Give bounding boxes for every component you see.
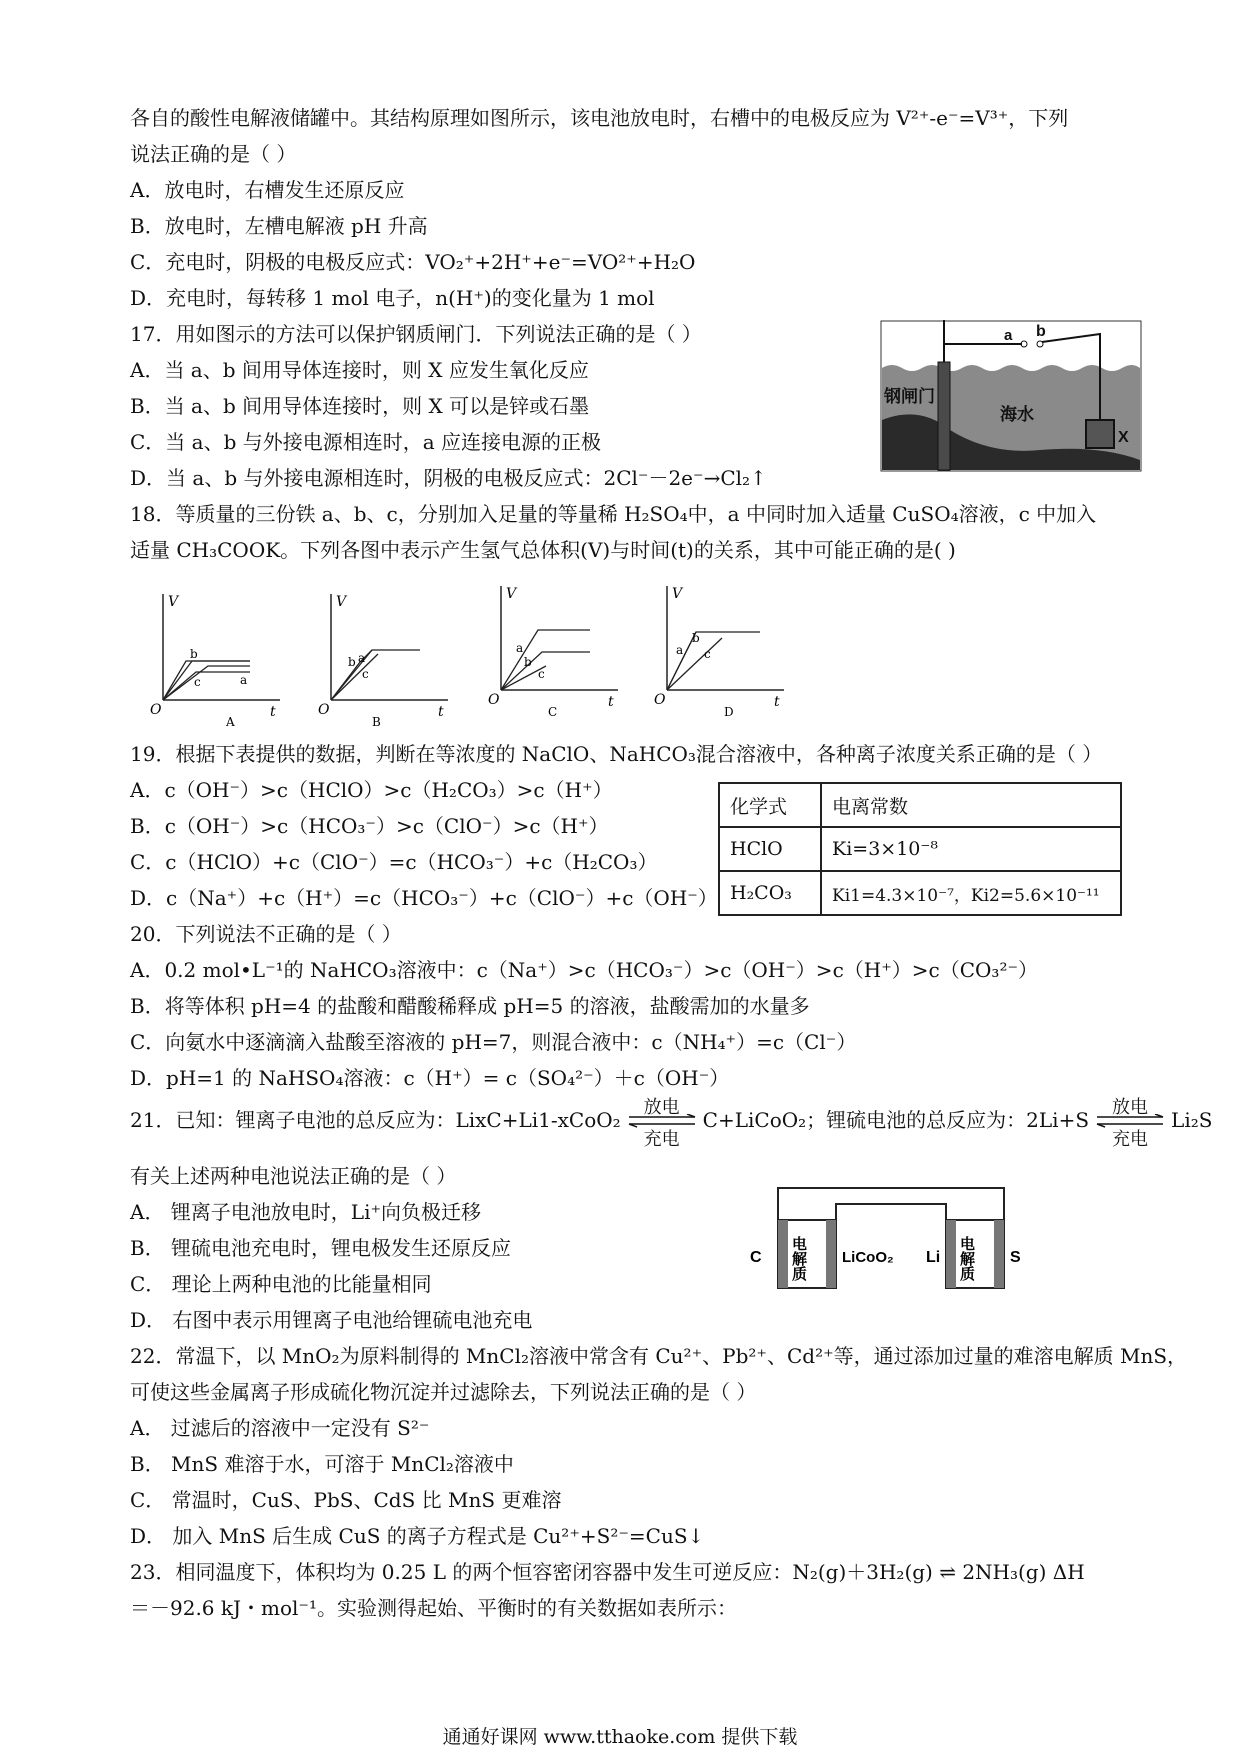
q20-option-c: C．向氨水中逐滴滴入盐酸至溶液的 pH=7，则混合液中：c（NH₄⁺）=c（Cl⁻） <box>130 1030 857 1054</box>
q21-electrolyte-right: 电解质 <box>958 1236 976 1281</box>
q18-graph-b <box>316 588 456 728</box>
q21-arrow-1-dn: 充电 <box>643 1128 680 1150</box>
q21-arrow-2-dn: 充电 <box>1112 1128 1149 1150</box>
q18c-label-a: a <box>516 641 524 655</box>
q22-line-2: 可使这些金属离子形成硫化物沉淀并过滤除去，下列说法正确的是（ ） <box>130 1380 757 1404</box>
q18c-caption: C <box>548 705 558 719</box>
q18b-label-a: a <box>358 651 366 665</box>
q19-table-r2c1: H₂CO₃ <box>719 871 821 915</box>
q20-stem: 20．下列说法不正确的是（ ） <box>130 922 402 946</box>
q19-ionization-table <box>718 782 1122 916</box>
q18b-axis-v: V <box>336 594 347 610</box>
q21-option-b: B． 锂硫电池充电时，锂电极发生还原反应 <box>130 1236 512 1260</box>
q17-label-a: a <box>1004 327 1013 344</box>
q17-option-b: B．当 a、b 间用导体连接时，则 X 可以是锌或石墨 <box>130 394 590 418</box>
q21-label-s: S <box>1010 1249 1021 1266</box>
q18c-axis-t: t <box>608 694 614 710</box>
q21-electrolyte-left: 电解质 <box>790 1236 808 1281</box>
q19-stem: 19．根据下表提供的数据，判断在等浓度的 NaClO、NaHCO₃混合溶液中，各种离子浓度关系正确的是（ ） <box>130 742 1103 766</box>
q21-arrow-2-up: 放电 <box>1112 1096 1149 1118</box>
q21-line-2: 有关上述两种电池说法正确的是（ ） <box>130 1164 457 1188</box>
q20-option-b: B．将等体积 pH=4 的盐酸和醋酸稀释成 pH=5 的溶液，盐酸需加的水量多 <box>130 994 810 1018</box>
q21-option-a: A． 锂离子电池放电时，Li⁺向负极迁移 <box>130 1200 482 1224</box>
q18c-label-b: b <box>524 655 532 669</box>
q18a-label-b: b <box>190 647 198 661</box>
intro-line-2: 说法正确的是（ ） <box>130 142 297 166</box>
q18b-origin: O <box>318 702 330 718</box>
q17-label-gate: 钢闸门 <box>884 387 935 407</box>
q23-line-1: 23．相同温度下，体积均为 0.25 L 的两个恒容密闭容器中发生可逆反应：N₂(g)＋3H₂(g) ⇌ 2NH₃(g) ΔH <box>130 1560 1085 1584</box>
q22-option-b: B． MnS 难溶于水，可溶于 MnCl₂溶液中 <box>130 1452 514 1476</box>
q21-stem-pre: 21．已知：锂离子电池的总反应为：LixC+Li1-xCoO₂ <box>130 1108 621 1132</box>
q17-stem: 17．用如图示的方法可以保护钢质闸门．下列说法正确的是（ ） <box>130 322 702 346</box>
q17-label-x: X <box>1118 429 1129 446</box>
q22-option-d: D． 加入 MnS 后生成 CuS 的离子方程式是 Cu²⁺+S²⁻=CuS↓ <box>130 1524 705 1548</box>
q16-option-d: D．充电时，每转移 1 mol 电子，n(H⁺)的变化量为 1 mol <box>130 286 655 310</box>
q19-option-a: A．c（OH⁻）>c（HClO）>c（H₂CO₃）>c（H⁺） <box>130 778 613 802</box>
q18-line-1: 18．等质量的三份铁 a、b、c，分别加入足量的等量稀 H₂SO₄中，a 中同时加入适量 CuSO₄溶液，c 中加入 <box>130 502 1097 526</box>
q18c-axis-v: V <box>506 586 517 602</box>
q21-option-c: C． 理论上两种电池的比能量相同 <box>130 1272 432 1296</box>
q20-option-a: A．0.2 mol•L⁻¹的 NaHCO₃溶液中：c（Na⁺）>c（HCO₃⁻）>c（OH⁻）>c（H⁺）>c（CO₃²⁻） <box>130 958 1039 982</box>
q21-option-d: D． 右图中表示用锂离子电池给锂硫电池充电 <box>130 1308 533 1332</box>
q18b-label-b: b <box>348 655 356 669</box>
q18a-origin: O <box>150 702 162 718</box>
q22-option-c: C． 常温时，CuS、PbS、CdS 比 MnS 更难溶 <box>130 1488 562 1512</box>
q18b-label-c: c <box>362 667 369 681</box>
q21-stem-mid: C+LiCoO₂；锂硫电池的总反应为：2Li+S <box>702 1108 1090 1132</box>
q19-table-h2: 电离常数 <box>821 783 1121 827</box>
q21-arrow-2 <box>1095 1096 1165 1150</box>
q16-option-c: C．充电时，阴极的电极反应式：VO₂⁺+2H⁺+e⁻=VO²⁺+H₂O <box>130 250 696 274</box>
q17-label-b: b <box>1036 323 1046 340</box>
q17-label-sea: 海水 <box>1000 405 1034 425</box>
q21-arrow-1 <box>627 1096 697 1150</box>
q16-option-a: A．放电时，右槽发生还原反应 <box>130 178 405 202</box>
q18-line-2: 适量 CH₃COOK。下列各图中表示产生氢气总体积(V)与时间(t)的关系，其中可能正确的是( ) <box>130 538 956 562</box>
q22-line-1: 22．常温下，以 MnO₂为原料制得的 MnCl₂溶液中常含有 Cu²⁺、Pb²⁺、Cd²⁺等，通过添加过量的难溶电解质 MnS， <box>130 1344 1188 1368</box>
q18d-axis-t: t <box>774 694 780 710</box>
q17-gate-figure <box>880 320 1142 472</box>
q19-table-r1c2: Ki=3×10⁻⁸ <box>821 827 1121 871</box>
q18a-label-c: c <box>194 675 201 689</box>
q18b-axis-t: t <box>438 704 444 720</box>
q18d-origin: O <box>654 692 666 708</box>
q23-line-2: ＝－92.6 kJ・mol⁻¹。实验测得起始、平衡时的有关数据如表所示： <box>130 1596 738 1620</box>
q18b-caption: B <box>372 715 381 728</box>
q18d-axis-v: V <box>672 586 683 602</box>
q18-graph-d <box>652 580 792 720</box>
q16-option-b: B．放电时，左槽电解液 pH 升高 <box>130 214 428 238</box>
q17-option-c: C．当 a、b 与外接电源相连时，a 应连接电源的正极 <box>130 430 602 454</box>
q18a-axis-t: t <box>270 704 276 720</box>
q18a-label-a: a <box>240 673 248 687</box>
q21-arrow-1-up: 放电 <box>643 1096 680 1118</box>
q18d-caption: D <box>724 705 734 719</box>
q22-option-a: A． 过滤后的溶液中一定没有 S²⁻ <box>130 1416 430 1440</box>
q18a-axis-v: V <box>168 594 179 610</box>
q21-label-li: Li <box>926 1249 941 1266</box>
q19-table-h1: 化学式 <box>719 783 821 827</box>
q18d-label-c: c <box>704 647 711 661</box>
q18-graph-a <box>148 588 288 728</box>
q21-stem <box>130 1096 1213 1150</box>
q19-option-d: D．c（Na⁺）+c（H⁺）=c（HCO₃⁻）+c（ClO⁻）+c（OH⁻） <box>130 886 718 910</box>
q17-option-d: D．当 a、b 与外接电源相连时，阴极的电极反应式：2Cl⁻－2e⁻→Cl₂↑ <box>130 466 767 490</box>
page-footer: 通通好课网 www.tthaoke.com 提供下载 <box>442 1726 798 1748</box>
q19-table-r1c1: HClO <box>719 827 821 871</box>
q21-stem-post: Li₂S <box>1171 1108 1213 1132</box>
q18c-origin: O <box>488 692 500 708</box>
q21-battery-figure <box>748 1180 1048 1300</box>
q21-label-c: C <box>750 1249 762 1266</box>
q20-option-d: D．pH=1 的 NaHSO₄溶液：c（H⁺）= c（SO₄²⁻）＋c（OH⁻） <box>130 1066 730 1090</box>
q19-table-r2c2: Ki1=4.3×10⁻⁷，Ki2=5.6×10⁻¹¹ <box>821 871 1121 915</box>
q18d-label-b: b <box>692 631 700 645</box>
q18a-caption: A <box>226 715 235 728</box>
q17-option-a: A．当 a、b 间用导体连接时，则 X 应发生氧化反应 <box>130 358 589 382</box>
q18d-label-a: a <box>676 643 684 657</box>
q18-graph-c <box>486 580 626 720</box>
q19-option-c: C．c（HClO）+c（ClO⁻）=c（HCO₃⁻）+c（H₂CO₃） <box>130 850 658 874</box>
q21-label-licoo2: LiCoO₂ <box>842 1249 894 1266</box>
q19-option-b: B．c（OH⁻）>c（HCO₃⁻）>c（ClO⁻）>c（H⁺） <box>130 814 609 838</box>
q18c-label-c: c <box>538 667 545 681</box>
intro-line-1: 各自的酸性电解液储罐中。其结构原理如图所示，该电池放电时，右槽中的电极反应为 V²⁺-e⁻=V³⁺，下列 <box>130 106 1069 130</box>
